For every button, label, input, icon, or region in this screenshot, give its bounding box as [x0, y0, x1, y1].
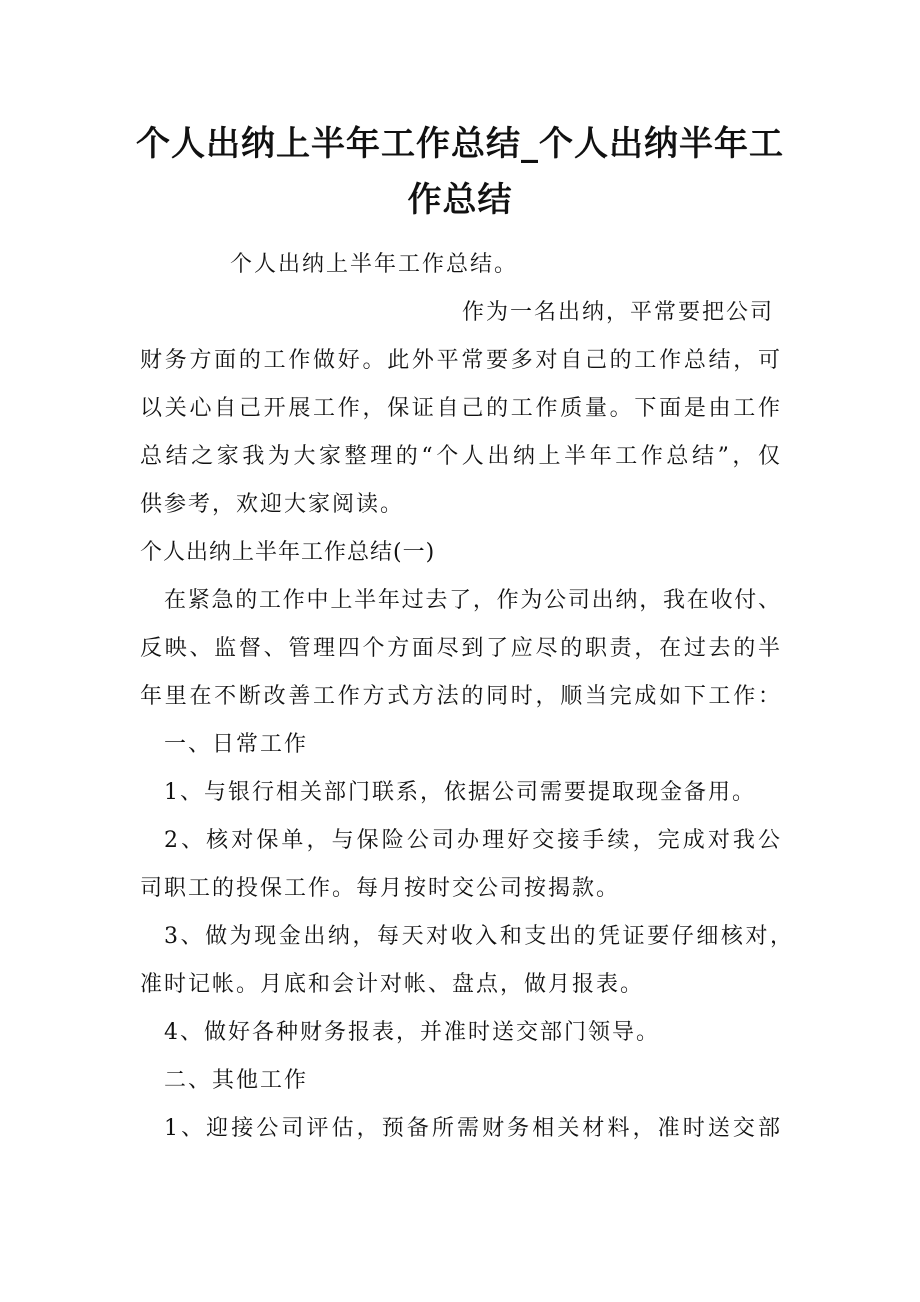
list-item: 1、与银行相关部门联系，依据公司需要提取现金备用。: [164, 780, 756, 805]
body-line: 准时记帐。月底和会计对帐、盘点，做月报表。: [140, 972, 645, 997]
document-title-line-2: 作总结: [407, 180, 513, 220]
body-line: 总结之家我为大家整理的“个人出纳上半年工作总结”，仅: [140, 444, 780, 469]
body-line: 反映、监督、管理四个方面尽到了应尽的职责，在过去的半: [140, 636, 780, 661]
subsection-heading: 一、日常工作: [164, 732, 309, 757]
list-item: 4、做好各种财务报表，并准时送交部门领导。: [164, 1020, 660, 1045]
list-item: 1、迎接公司评估，预备所需财务相关材料，准时送交部: [164, 1116, 780, 1141]
document-title-line-1: 个人出纳上半年工作总结_个人出纳半年工: [136, 124, 784, 164]
list-item: 3、做为现金出纳，每天对收入和支出的凭证要仔细核对，: [164, 924, 792, 949]
body-line: 供参考，欢迎大家阅读。: [140, 492, 405, 517]
body-line: 司职工的投保工作。每月按时交公司按揭款。: [140, 876, 621, 901]
body-line: 年里在不断改善工作方式方法的同时，顺当完成如下工作：: [140, 684, 780, 709]
intro-heading: 个人出纳上半年工作总结。: [230, 252, 519, 277]
section-heading: 个人出纳上半年工作总结(一): [140, 540, 436, 565]
body-line: 作为一名出纳，平常要把公司: [462, 300, 775, 325]
body-line: 以关心自己开展工作，保证自己的工作质量。下面是由工作: [140, 396, 780, 421]
subsection-heading: 二、其他工作: [164, 1068, 309, 1093]
body-line: 财务方面的工作做好。此外平常要多对自己的工作总结，可: [140, 348, 780, 373]
list-item: 2、核对保单，与保险公司办理好交接手续，完成对我公: [164, 828, 780, 853]
body-line: 在紧急的工作中上半年过去了，作为公司出纳，我在收付、: [164, 588, 780, 613]
